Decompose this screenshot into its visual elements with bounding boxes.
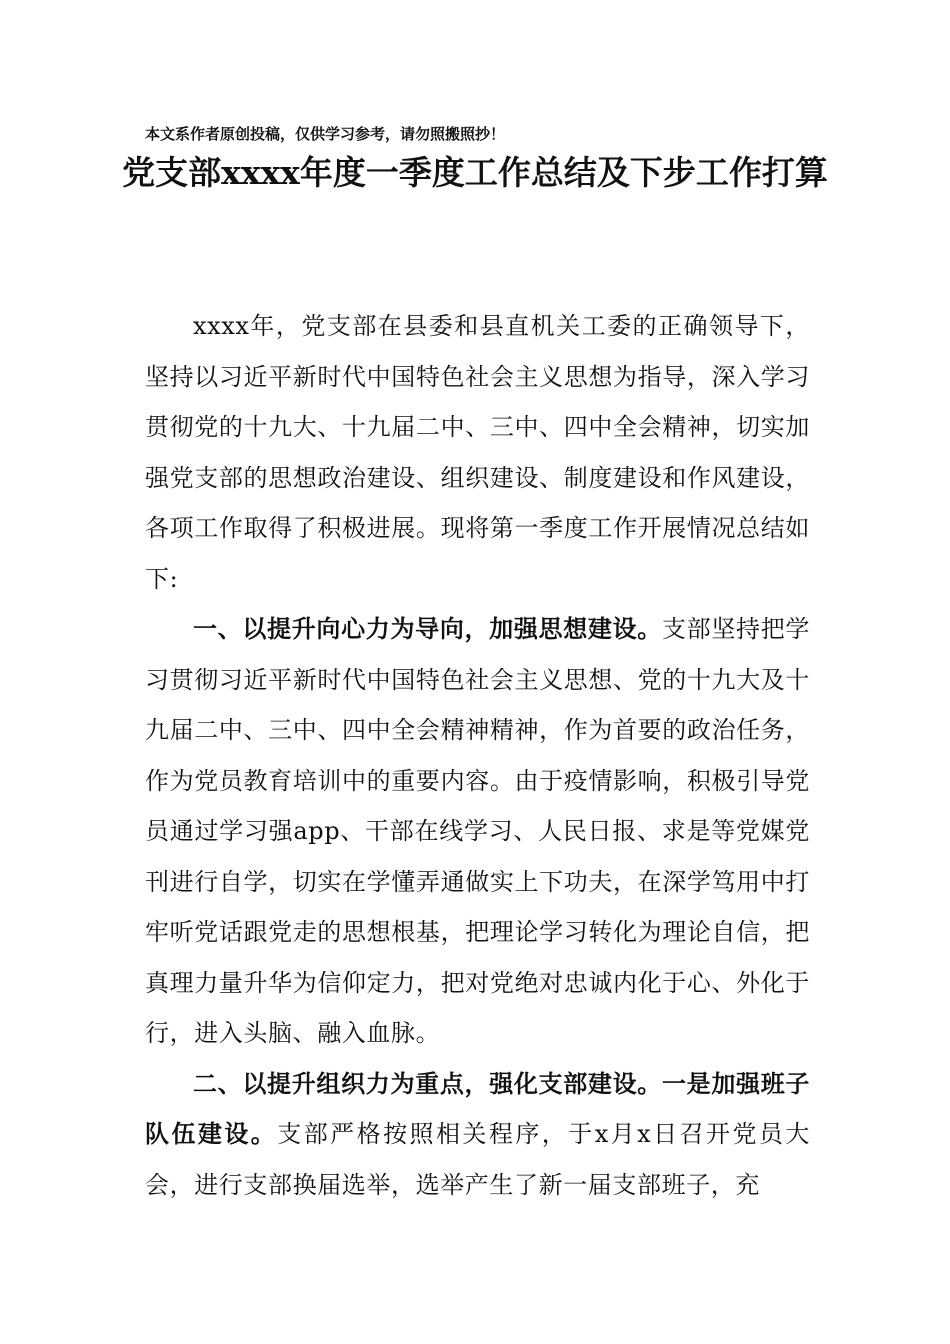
section-2-heading: 二、以提升组织力为重点，强化支部建设。 xyxy=(193,1069,662,1098)
section-1-heading: 一、以提升向心力为导向，加强思想建设。 xyxy=(193,615,662,643)
document-title: 党支部xxxx年度一季度工作总结及下步工作打算 xyxy=(122,153,828,192)
section-2-paragraph xyxy=(145,1059,810,1211)
copyright-notice: 本文系作者原创投稿，仅供学习参考，请勿照搬照抄！ xyxy=(145,125,506,143)
section-1-paragraph xyxy=(145,604,810,1059)
intro-paragraph: xxxx年，党支部在县委和县直机关工委的正确领导下，坚持以习近平新时代中国特色社会主义思想为指导，深入学习贯彻党的十九大、十九届二中、三中、四中全会精神，切实加强党支部的思想政治建设、组织建设、制度建设和作风建设，各项工作取得了积极进展。现将第一季度工作开展情况总结如下: xyxy=(145,312,810,593)
document-body xyxy=(145,301,810,1210)
section-2-subheading: 一是加强班子队伍建设。 xyxy=(145,1068,810,1148)
section-1-text: 支部坚持把学习贯彻习近平新时代中国特色社会主义思想、党的十九大及十九届二中、三中、四中全会精神精神，作为首要的政治任务，作为党员教育培训中的重要内容。由于疫情影响，积极引导党员通过学习强app、干部在线学习、人民日报、求是等党媒党刊进行自学，切实在学懂弄通做实上下功夫，在深学笃用中打牢听党话跟党走的思想根基，把理论学习转化为理论自信，把真理力量升华为信仰定力，把对党绝对忠诚内化于心、外化于行，进入头脑、融入血脉。 xyxy=(145,615,810,1047)
section-2-text: 支部严格按照相关程序，于x月x日召开党员大会，进行支部换届选举，选举产生了新一届支部班子，充 xyxy=(145,1120,810,1199)
